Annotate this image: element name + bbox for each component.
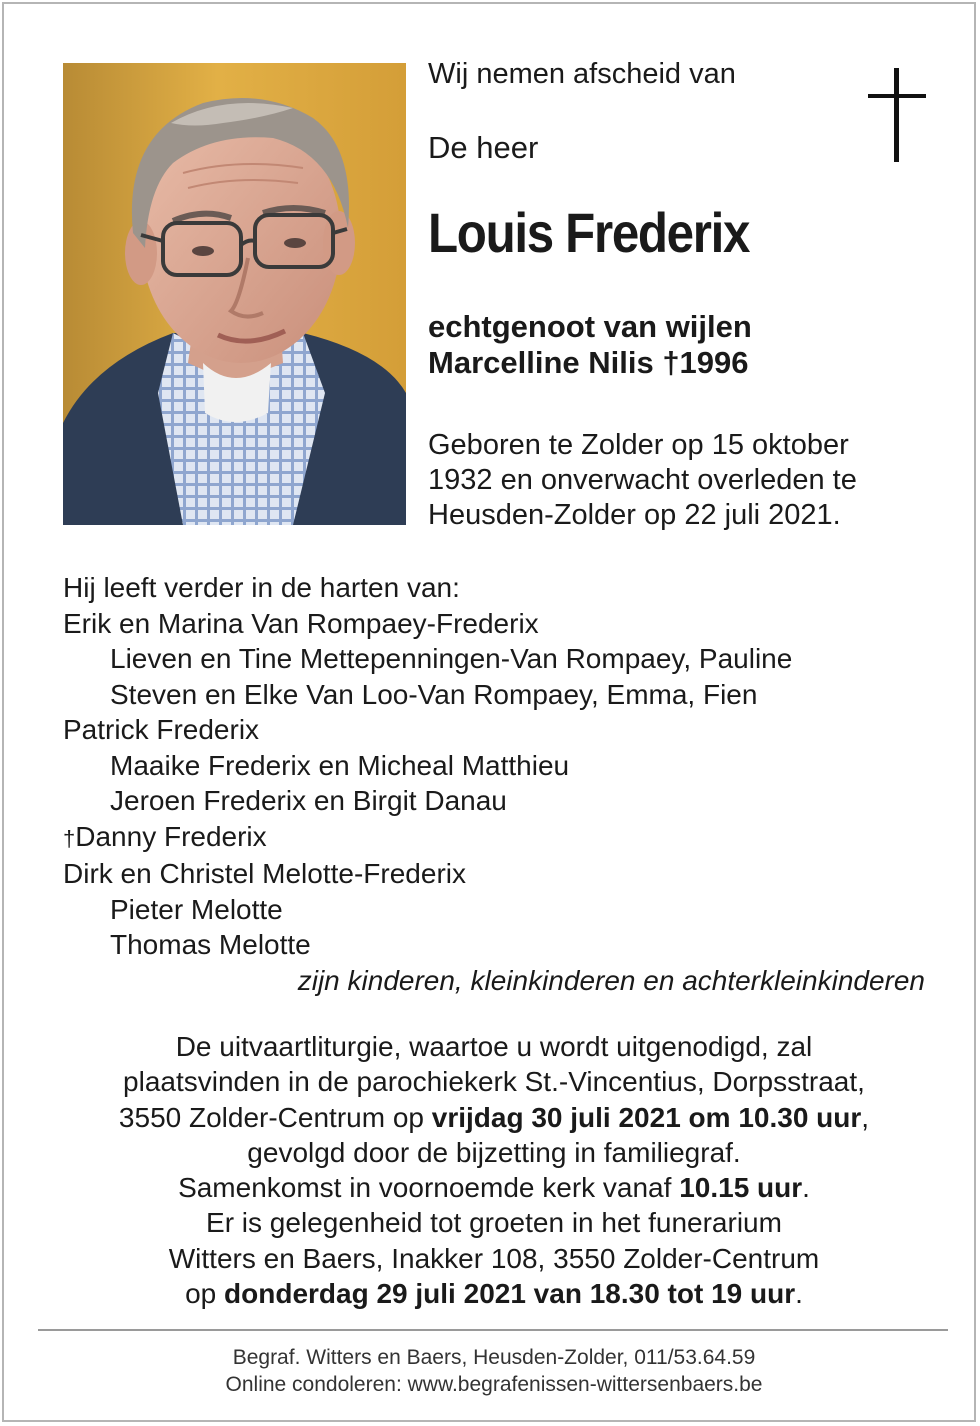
funeral-home-footer — [44, 1344, 944, 1398]
honorific-title: De heer — [428, 130, 539, 165]
funeral-service-info — [44, 1029, 944, 1311]
birth-death-info — [428, 428, 857, 533]
grandchild-line: Maaike Frederix en Micheal Matthieu — [110, 749, 570, 781]
service-line: Er is gelegenheid tot groeten in het funerarium — [206, 1207, 782, 1239]
family-intro: Hij leeft verder in de harten van: — [63, 572, 460, 603]
birth-death-line: 1932 en onverwacht overleden te — [428, 464, 857, 496]
portrait-illustration — [63, 63, 406, 525]
intro-text: Wij nemen afscheid van — [428, 58, 736, 90]
deceased-name: Louis Frederix — [428, 201, 750, 264]
spouse-line: Marcelline Nilis †1996 — [428, 345, 749, 380]
service-line — [44, 1170, 944, 1205]
service-text: . — [802, 1172, 810, 1204]
child-name: Erik en Marina Van Rompaey-Frederix — [63, 607, 539, 639]
visitation-date-time: donderdag 29 juli 2021 van 18.30 tot 19 uur — [224, 1278, 796, 1310]
service-text: Samenkomst in voornoemde kerk vanaf — [178, 1172, 680, 1204]
service-text: , — [861, 1101, 870, 1133]
service-line: De uitvaartliturgie, waartoe u wordt uitgenodigd, zal — [175, 1031, 813, 1062]
condolence-link[interactable]: Online condoleren: www.begrafenissen-wittersenbaers.be — [225, 1373, 763, 1396]
service-date-time: vrijdag 30 juli 2021 om 10.30 uur — [431, 1101, 862, 1133]
spouse-line: echtgenoot van wijlen — [428, 309, 752, 344]
funeral-home-contact: Begraf. Witters en Baers, Heusden-Zolder, 011/53.64.59 — [232, 1346, 756, 1369]
grandchild-line: Thomas Melotte — [110, 929, 311, 960]
child-name-deceased — [63, 819, 925, 857]
service-text: op — [185, 1278, 225, 1310]
child-name: Danny Frederix — [75, 820, 267, 852]
latin-cross-icon — [868, 68, 926, 164]
family-signature: zijn kinderen, kleinkinderen en achterkleinkinderen — [297, 964, 925, 996]
service-line: plaatsvinden in de parochiekerk St.-Vincentius, Dorpsstraat, — [123, 1066, 865, 1098]
service-line: gevolgd door de bijzetting in familiegraf. — [247, 1136, 741, 1168]
service-line — [44, 1276, 944, 1311]
service-line — [44, 1100, 944, 1135]
grandchild-line: Pieter Melotte — [110, 893, 283, 925]
grandchild-line: Jeroen Frederix en Birgit Danau — [110, 785, 507, 816]
service-text: . — [795, 1278, 803, 1310]
gathering-time: 10.15 uur — [679, 1172, 803, 1204]
birth-death-line: Geboren te Zolder op 15 oktober — [428, 429, 849, 461]
spouse-info — [428, 309, 752, 381]
child-name: Patrick Frederix — [63, 714, 260, 745]
grandchild-line: Lieven en Tine Mettepenningen-Van Rompaey, Pauline — [110, 643, 793, 674]
grandchild-line: Steven en Elke Van Loo-Van Rompaey, Emma, Fien — [110, 678, 758, 710]
footer-divider — [38, 1329, 948, 1331]
portrait-photo — [63, 63, 406, 525]
service-line: Witters en Baers, Inakker 108, 3550 Zolder-Centrum — [168, 1242, 820, 1274]
birth-death-line: Heusden-Zolder op 22 juli 2021. — [428, 499, 841, 531]
family-list — [63, 570, 925, 998]
child-name: Dirk en Christel Melotte-Frederix — [63, 858, 466, 889]
deceased-cross-mark: † — [63, 825, 76, 851]
obituary-card — [2, 2, 976, 1422]
service-text: 3550 Zolder-Centrum op — [118, 1101, 432, 1133]
